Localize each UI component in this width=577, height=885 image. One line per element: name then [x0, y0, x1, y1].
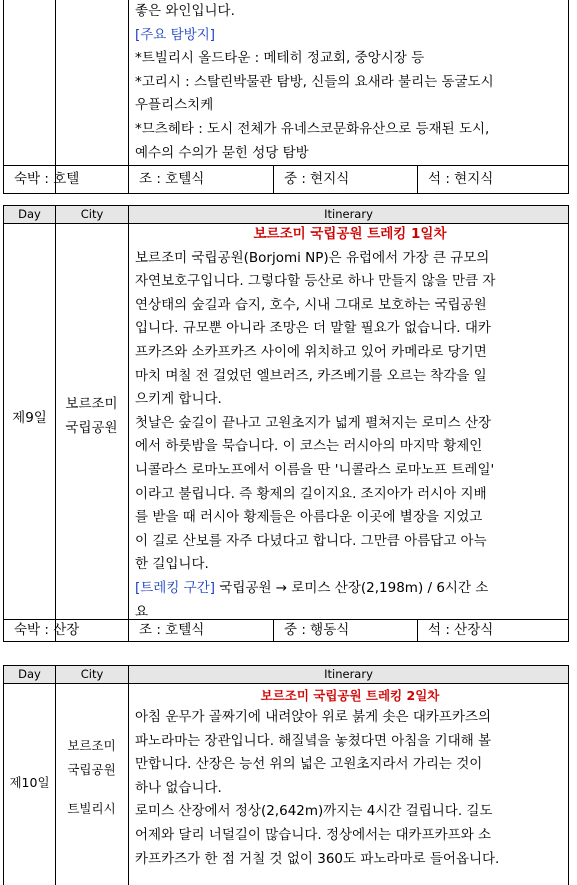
header-day: Day — [4, 666, 55, 683]
text-line: 프카즈와 소카프카즈 사이에 위치하고 있어 카메라로 당기면 — [135, 343, 487, 360]
text-line: 만합니다. 산장은 능선 위의 넓은 고원초지라서 가리는 것이 — [135, 756, 483, 773]
prev-itinerary-text — [135, 0, 565, 165]
city-name: 보르조미 — [65, 396, 118, 412]
text-line: 연상태의 숲길과 습지, 호수, 시내 그대로 보호하는 국립공원 — [135, 296, 487, 313]
breakfast-cell: 조 : 호텔식 — [128, 619, 273, 641]
day10-itinerary-table — [3, 665, 569, 885]
text-line: 하나 없습니다. — [135, 779, 222, 796]
text-line: *트빌리시 올드타운 : 메테히 정교회, 중앙시장 등 — [135, 50, 425, 67]
city-cell — [55, 392, 128, 440]
city-name: 국립공원 — [65, 420, 118, 436]
trek-route: 국립공원 → 로미스 산장(2,198m) / 6시간 소 — [215, 579, 489, 596]
city-name: 국립공원 — [67, 762, 116, 777]
breakfast-cell: 조 : 호텔식 — [128, 165, 273, 194]
text-line: 로미스 산장에서 정상(2,642m)까지는 4시간 걸립니다. 길도 — [135, 803, 493, 820]
city-cell — [55, 734, 128, 821]
text-line: 아침 운무가 골짜기에 내려앉아 위로 붉게 솟은 대카프카즈의 — [135, 709, 492, 725]
day9-itinerary-text — [135, 223, 565, 624]
text-line: 예수의 수의가 묻힌 성당 탐방 — [135, 144, 309, 161]
text-line: 입니다. 규모뿐 아니라 조망은 더 말할 필요가 없습니다. 대카 — [135, 320, 491, 337]
day-label: 제10일 — [9, 775, 50, 790]
text-line: 마치 며칠 전 걸었던 엘브러즈, 카즈베기를 오르는 착각을 일 — [135, 367, 487, 384]
city-name: 트빌리시 — [67, 801, 116, 816]
text-line: 카프카즈가 한 점 거칠 것 없이 360도 파노라마로 들어옵니다. — [135, 850, 500, 867]
trek-label: [트레킹 구간] — [135, 579, 216, 596]
itinerary-title: 보르조미 국립공원 트레킹 1일차 — [253, 226, 447, 242]
text-line: 를 받을 때 러시아 황제들은 아름다운 이곳에 별장을 지었고 — [135, 509, 483, 526]
col-divider — [128, 223, 129, 641]
itinerary-title: 보르조미 국립공원 트레킹 2일차 — [260, 688, 440, 703]
header-itinerary: Itinerary — [128, 206, 568, 223]
dinner-cell: 석 : 산장식 — [417, 619, 569, 641]
text-line: 보르조미 국립공원(Borjomi NP)은 유럽에서 가장 큰 규모의 — [135, 249, 490, 266]
dinner-cell: 석 : 현지식 — [417, 165, 569, 194]
lunch-cell: 중 : 행동식 — [273, 619, 417, 641]
header-itinerary: Itinerary — [128, 666, 568, 683]
text-line: *고리시 : 스탈린박물관 탐방, 신들의 요새라 불리는 동굴도시 — [135, 73, 494, 90]
header-divider — [4, 683, 568, 684]
meal-row — [4, 619, 568, 641]
text-line: 어제와 달리 너덜길이 많습니다. 정상에서는 대카프카프와 소 — [135, 826, 492, 843]
stay-cell: 숙박 : 산장 — [14, 622, 80, 638]
col-divider — [128, 683, 129, 885]
text-line: 니콜라스 로마노프에서 이름을 딴 '니콜라스 로마노프 트레일' — [135, 461, 495, 478]
stay-cell: 숙박 : 호텔 — [14, 171, 80, 187]
text-line: 좋은 와인입니다. — [135, 3, 235, 19]
section-label: [주요 탐방지] — [135, 26, 216, 43]
text-line: 요 — [135, 603, 149, 620]
text-line: 파노라마는 장관입니다. 해질녘을 놓쳤다면 아침을 기대해 볼 — [135, 732, 492, 749]
lunch-cell: 중 : 현지식 — [273, 165, 417, 194]
text-line: 이라고 불립니다. 즉 황제의 길이지요. 조지아가 러시아 지배 — [135, 485, 487, 502]
text-line: *므츠헤타 : 도시 전체가 유네스코문화유산으로 등재된 도시, — [135, 120, 490, 137]
header-city: City — [55, 206, 128, 223]
text-line: 우플리스치케 — [135, 97, 214, 114]
header-city: City — [55, 666, 128, 683]
header-day: Day — [4, 206, 55, 223]
text-line: 에서 하룻밤을 묵습니다. 이 코스는 러시아의 마지막 황제인 — [135, 438, 483, 455]
text-line: 이 길로 산보를 자주 다녔다고 합니다. 그만큼 아름답고 아늑 — [135, 532, 487, 549]
day9-itinerary-table — [3, 205, 569, 642]
text-line: 한 길입니다. — [135, 556, 209, 573]
day-label: 제9일 — [12, 410, 47, 426]
text-line: 자연보호구입니다. 그렇다할 등산로 하나 만들지 않을 만큼 자 — [135, 273, 496, 290]
trek-route-line — [135, 577, 565, 601]
city-name: 보르조미 — [67, 738, 116, 753]
text-line: 으키게 합니다. — [135, 391, 222, 408]
day10-itinerary-text — [135, 686, 565, 871]
text-line: 첫날은 숲길이 끝나고 고원초지가 넓게 펼쳐지는 로미스 산장 — [135, 414, 492, 431]
prev-itinerary-table — [3, 0, 569, 194]
meal-row — [4, 165, 568, 194]
